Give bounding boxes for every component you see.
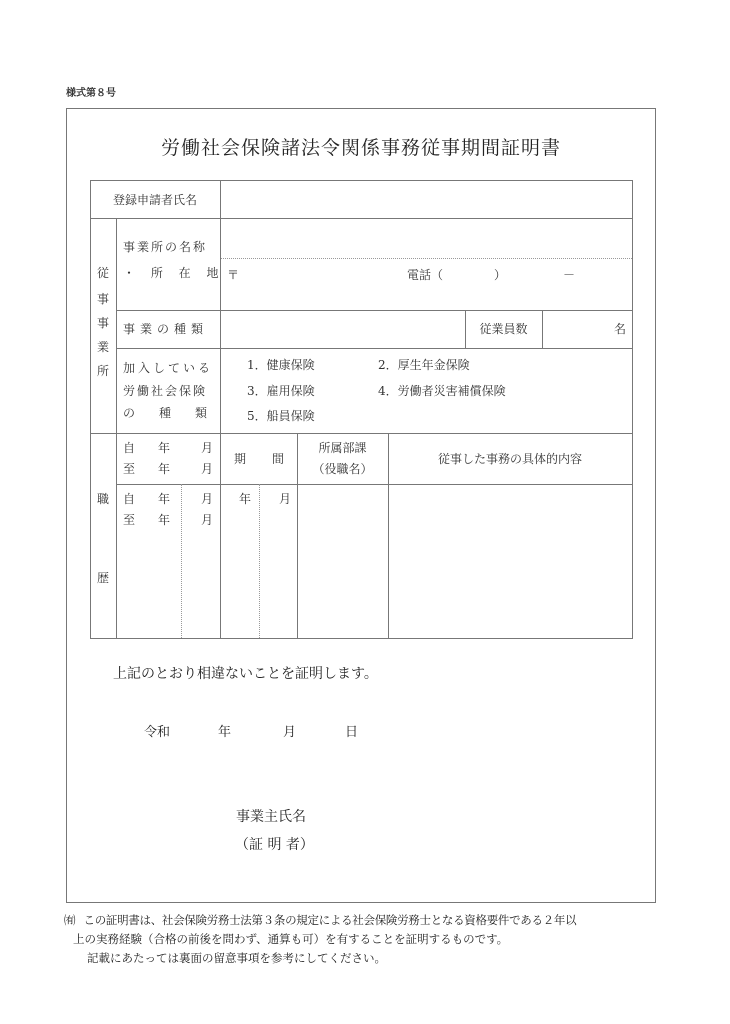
row-to-year: 年 [158, 513, 171, 527]
header-to-month: 月 [201, 462, 214, 476]
business-type-label: 事業の種類 [123, 322, 209, 336]
note-line-3: 記載にあたっては裏面の留意事項を参考にしてください。 [87, 951, 386, 965]
insurance-option-seamen[interactable]: 5．船員保険 [247, 409, 315, 423]
col-divider [116, 218, 117, 639]
header-department-line2: （役職名） [312, 462, 373, 476]
table-border-bottom [90, 638, 633, 639]
insurance-option-employment[interactable]: 3．雇用保険 [247, 384, 315, 398]
applicant-name-field[interactable] [221, 181, 632, 218]
header-to-label: 至 [123, 462, 136, 476]
row-divider [116, 348, 633, 349]
header-department-line1: 所属部課 [318, 441, 367, 455]
row-divider [90, 433, 633, 434]
note-mark: ㈲ [64, 913, 76, 927]
row-from-label: 自 [123, 492, 136, 506]
header-period-1: 期 [234, 452, 247, 466]
header-duties-label: 従事した事務の具体的内容 [437, 452, 582, 466]
form-number: 様式第８号 [66, 88, 116, 99]
postal-mark: 〒 [227, 268, 240, 282]
employer-signature-field[interactable] [330, 800, 630, 860]
insurance-option-health[interactable]: 1．健康保険 [247, 358, 315, 372]
vertical-char: 業 [96, 340, 109, 354]
row-to-label: 至 [123, 513, 136, 527]
employee-count-unit: 名 [614, 322, 627, 336]
table-border-left [90, 180, 91, 639]
table-border-right [632, 180, 633, 639]
establishment-name-label: 事業所の名称 [123, 240, 208, 254]
vertical-char: 従 [96, 266, 109, 280]
certifier-label: （証 明 者） [235, 837, 314, 853]
period-dotted-divider [259, 484, 260, 638]
insurance-label-line2: 労働社会保険 [123, 384, 208, 398]
applicant-name-label: 登録申請者氏名 [112, 193, 197, 207]
date-year: 年 [218, 725, 232, 740]
insurance-option-workers-comp[interactable]: 4．労働者災害補償保険 [378, 384, 506, 398]
row-to-month: 月 [201, 513, 214, 527]
header-from-label: 自 [123, 441, 136, 455]
document-title: 労働社会保険諸法令関係事務従事期間証明書 [160, 137, 561, 159]
note-line-1 [64, 912, 576, 928]
establishment-address-label: ・ 所 在 地 [123, 266, 225, 280]
header-to-year: 年 [158, 462, 171, 476]
vertical-char: 事 [96, 292, 109, 306]
insurance-label-line3: の 種 類 [123, 406, 208, 420]
year-month-dotted-divider [181, 484, 182, 638]
certification-statement: 上記のとおり相違ないことを証明します。 [113, 666, 378, 682]
career-group-label-2: 歴 [97, 571, 110, 585]
insurance-option-pension[interactable]: 2．厚生年金保険 [378, 358, 470, 372]
row-from-month: 月 [201, 492, 214, 506]
date-day: 日 [345, 725, 359, 740]
row-from-year: 年 [158, 492, 171, 506]
note-text-1: この証明書は、社会保険労務士法第３条の規定による社会保険労務士となる資格要件である２年以 [83, 913, 577, 927]
career-group-label-1: 職 [97, 492, 110, 506]
row-period-year: 年 [239, 492, 252, 506]
header-from-year: 年 [158, 441, 171, 455]
duties-field[interactable] [389, 485, 631, 637]
header-from-month: 月 [201, 441, 214, 455]
row-period-month: 月 [279, 492, 292, 506]
phone-label: 電話（ [407, 268, 444, 282]
establishment-name-field[interactable] [221, 219, 632, 257]
business-type-field[interactable] [221, 311, 464, 348]
department-field[interactable] [298, 485, 387, 637]
phone-dash: － [563, 268, 576, 282]
header-period-2: 間 [272, 452, 285, 466]
date-month: 月 [283, 725, 297, 740]
establishment-group-label [95, 266, 111, 388]
note-line-2: 上の実務経験（合格の前後を問わず、通算も可）を有することを証明するものです。 [73, 932, 509, 946]
employer-name-label: 事業主氏名 [236, 809, 306, 825]
insurance-label-line1: 加入している [123, 361, 214, 375]
phone-close-paren: ） [494, 268, 507, 282]
vertical-char: 事 [96, 316, 109, 330]
vertical-char: 所 [96, 364, 109, 378]
employee-count-field[interactable] [543, 311, 613, 348]
date-era: 令和 [144, 725, 171, 740]
establishment-address-field[interactable] [221, 259, 632, 309]
employee-count-label: 従業員数 [479, 322, 528, 336]
